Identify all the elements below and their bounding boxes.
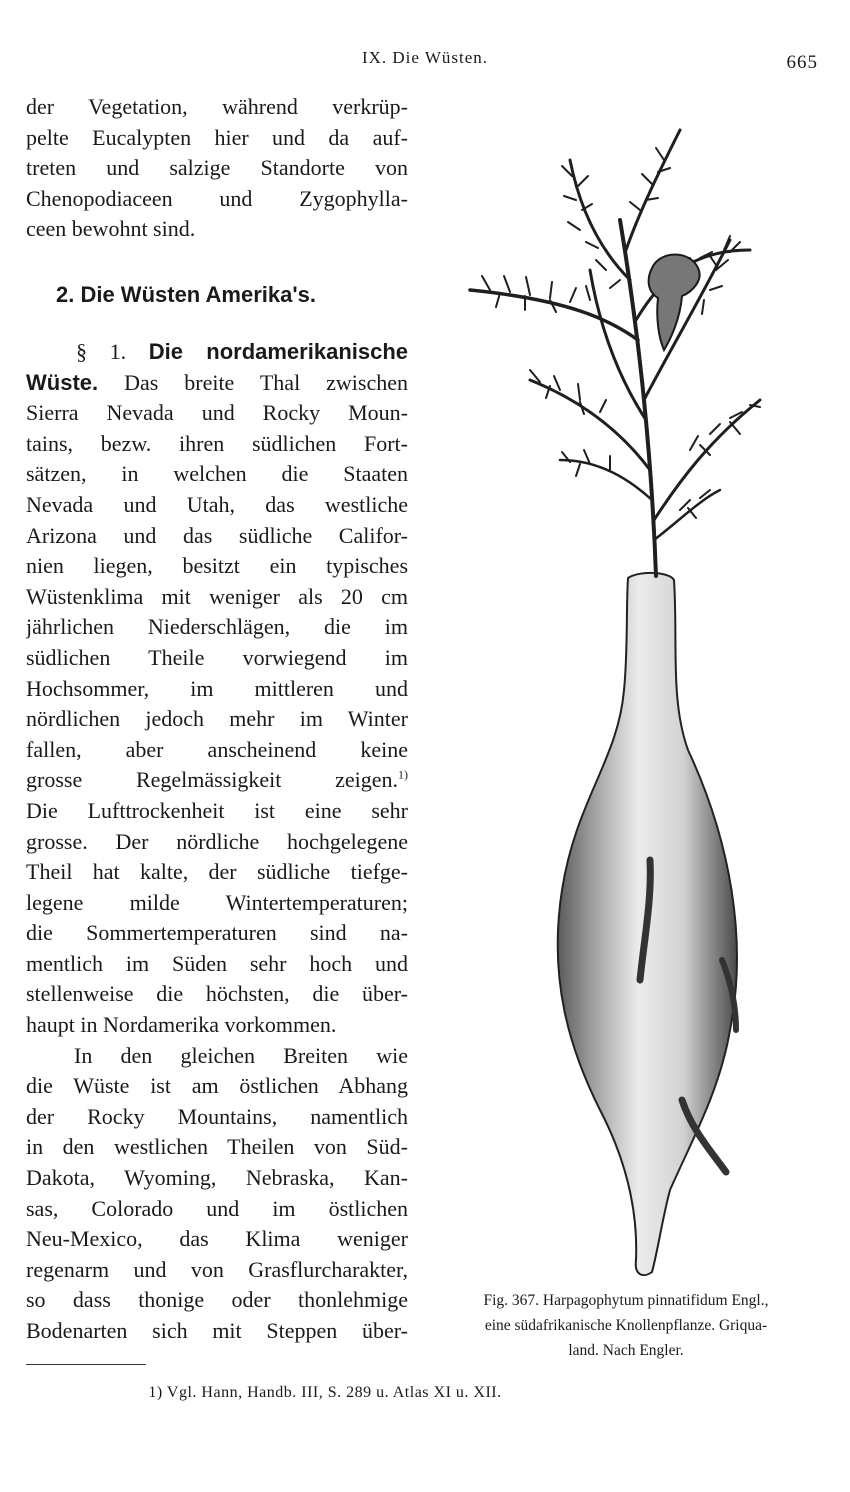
text-line: Sierra Nevada und Rocky Moun-: [26, 400, 408, 426]
text-line: nördlichen jedoch mehr im Winter: [26, 706, 408, 732]
text-line: Theil hat kalte, der südliche tiefge-: [26, 859, 408, 885]
text-line: tains, bezw. ihren südlichen Fort-: [26, 430, 408, 456]
text-line: fallen, aber anscheinend keine: [26, 736, 408, 762]
text-line: der Vegetation, während verkrüp-: [26, 94, 408, 119]
text-line: mentlich im Süden sehr hoch und: [26, 950, 408, 976]
section-heading: 2. Die Wüsten Amerika's.: [56, 282, 316, 307]
running-title: IX. Die Wüsten.: [361, 48, 489, 67]
subsection-title-end: Wüste.: [26, 369, 99, 395]
text-line: der Rocky Mountains, namentlich: [26, 1103, 408, 1129]
text-line: ceen bewohnt sind.: [26, 216, 196, 242]
text-line: die Sommertemperaturen sind na-: [26, 920, 408, 946]
text-line: Arizona und das südliche Califor-: [26, 522, 408, 548]
text-line: Dakota, Wyoming, Nebraska, Kan-: [26, 1165, 408, 1191]
text-line: stellenweise die höchsten, die über-: [26, 981, 408, 1007]
caption-line: Fig. 367. Harpagophytum pinnatifidum Engl.,: [483, 1292, 769, 1309]
text-line: sätzen, in welchen die Staaten: [26, 461, 408, 487]
text-line: südlichen Theile vorwiegend im: [26, 644, 408, 670]
text-line: Die Lufttrockenheit ist eine sehr: [26, 797, 408, 823]
text-span: Das breite Thal zwischen: [124, 369, 408, 395]
paragraph-mark: § 1.: [76, 339, 127, 364]
figure-caption: [432, 1288, 820, 1363]
text-line: Neu-Mexico, das Klima weniger: [26, 1226, 408, 1252]
text-line: Hochsommer, im mittleren und: [26, 675, 408, 701]
intro-paragraph: [26, 92, 408, 245]
footnote: 1) Vgl. Hann, Handb. III, S. 289 u. Atlas XI u. XII.: [148, 1384, 502, 1401]
text-line: haupt in Nordamerika vorkommen.: [26, 1012, 337, 1038]
foliage-group: [470, 130, 760, 576]
text-line: Nevada und Utah, das westliche: [26, 491, 408, 517]
text-line: grosse. Der nördliche hochgelegene: [26, 828, 408, 854]
text-line: Wüstenklima mit weniger als 20 cm: [26, 583, 408, 609]
text-line: legene milde Wintertemperaturen;: [26, 889, 408, 915]
text-line: In den gleichen Breiten wie: [74, 1042, 408, 1068]
page-number: 665: [786, 52, 818, 73]
text-line: sas, Colorado und im östlichen: [26, 1195, 408, 1221]
text-span: grosse Regelmässigkeit zeigen.: [26, 767, 398, 793]
text-line: jährlichen Niederschlägen, die im: [26, 614, 408, 640]
text-line: [26, 765, 408, 796]
text-line: Chenopodiaceen und Zygophylla-: [26, 185, 408, 211]
text-line: in den westlichen Theilen von Süd-: [26, 1134, 408, 1160]
text-line: nien liegen, besitzt ein typisches: [26, 553, 408, 579]
main-text: [26, 337, 408, 1347]
text-line: pelte Eucalypten hier und da auf-: [26, 124, 408, 150]
text-line: regenarm und von Grasflurcharakter,: [26, 1256, 408, 1282]
footnote-marker: 1): [398, 767, 408, 782]
flower-shape: [649, 255, 700, 351]
text-line: [26, 368, 408, 399]
caption-line: land. Nach Engler.: [568, 1342, 684, 1359]
text-line: so dass thonige oder thonlehmige: [26, 1287, 408, 1313]
text-line: die Wüste ist am östlichen Abhang: [26, 1073, 408, 1099]
footnote-rule: [26, 1364, 146, 1365]
text-line: treten und salzige Standorte von: [26, 155, 408, 181]
caption-line: eine südafrikanische Knollenpflanze. Griqua-: [484, 1317, 768, 1334]
plant-illustration: [430, 100, 840, 1280]
subsection-title-line: [26, 337, 408, 368]
text-line: Bodenarten sich mit Steppen über-: [26, 1318, 408, 1343]
subsection-title: Die nordamerikanische: [148, 339, 408, 364]
